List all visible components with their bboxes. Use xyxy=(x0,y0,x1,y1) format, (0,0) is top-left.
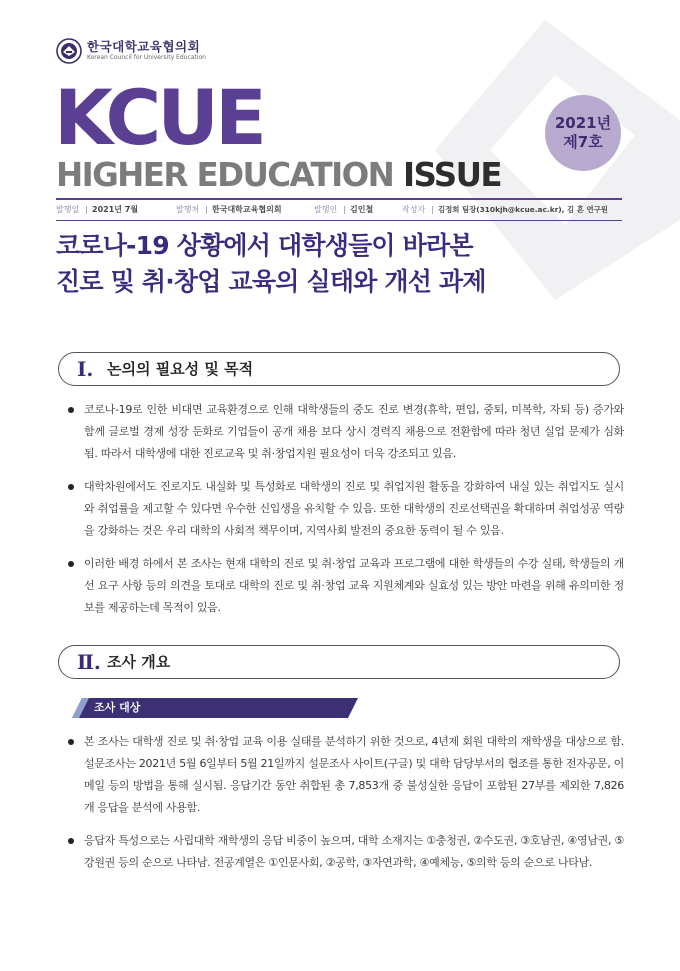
list-item xyxy=(68,399,624,465)
issue-date: 2021년 7월 xyxy=(92,205,139,214)
list-item-text: 본 조사는 대학생 진로 및 취·창업 교육 이용 실태를 분석하기 위한 것으로, 4년제 회원 대학의 재학생을 대상으로 함. 설문조사는 2021년 5월 6일부터 5월 21일까지 설문조사 사이트(구글) 및 대학 담당부서의 협조를 통한 전자공문, 이메일 등의 방법을 통해 실시됨. 응답기간 동안 취합된 총 7,853개 중 불성실한 응답이 포함된 27부를 제외한 7,826개 응답을 분석에 사용함. xyxy=(84,735,624,814)
separator: | xyxy=(431,205,434,214)
main-title-line-1: 코로나-19 상황에서 대학생들이 바라본 xyxy=(56,231,473,260)
issue-badge xyxy=(545,95,621,171)
issue-date-label: 발행일 xyxy=(56,205,80,214)
bullet-dot-icon xyxy=(68,484,74,490)
separator: | xyxy=(85,205,88,214)
section-2-header xyxy=(58,645,620,679)
main-title xyxy=(56,228,486,300)
list-item xyxy=(68,476,624,542)
brand-subtitle-dark: ISSUE xyxy=(402,156,502,194)
kcue-emblem-icon xyxy=(56,38,82,64)
issue-year: 2021년 xyxy=(554,114,612,132)
brand-subtitle-grey: HIGHER EDUCATION xyxy=(56,156,403,194)
bullet-dot-icon xyxy=(68,838,74,844)
issue-number: 제7호 xyxy=(563,133,603,151)
list-item-text: 코로나-19로 인한 비대면 교육환경으로 인해 대학생들의 중도 진로 변경(휴학, 편입, 중퇴, 미복학, 자퇴 등) 증가와 함께 글로벌 경제 성장 둔화로 기업들이 공개 채용 보다 상시 경력직 채용으로 전환함에 따라 청년 실업 문제가 심화됨. 따라서 대학생에 대한 진로교육 및 취·창업지원 필요성이 더욱 강조되고 있음. xyxy=(84,403,624,460)
section-2-bullets xyxy=(68,731,624,885)
brand-title: KCUE xyxy=(54,73,263,162)
logo-english-name: Korean Council for University Education xyxy=(87,54,206,61)
publication-info xyxy=(56,202,622,218)
brand-subtitle xyxy=(56,157,501,193)
separator: | xyxy=(343,205,346,214)
section-1-number: Ⅰ. xyxy=(77,357,94,381)
issuer: 김인철 xyxy=(350,205,374,214)
separator: | xyxy=(205,205,208,214)
list-item-text: 응답자 특성으로는 사립대학 재학생의 응답 비중이 높으며, 대학 소재지는 ①충청권, ②수도권, ③호남권, ④영남권, ⑤강원권 등의 순으로 나타남. 전공계열은 ①인문사회, ②공학, ③자연과학, ④예체능, ⑤의학 등의 순으로 나타남. xyxy=(84,834,624,869)
list-item-text: 대학차원에서도 진로지도 내실화 및 특성화로 대학생의 진로 및 취업지원 활동을 강화하여 내실 있는 취업지도 실시와 취업률을 제고할 수 있다면 우수한 신입생을 유치할 수 있음. 또한 대학생의 진로선택권을 확대하며 취업성공 역량을 강화하는 것은 우리 대학의 사회적 책무이며, 지역사회 발전의 중요한 동력이 될 수 있음. xyxy=(84,480,624,537)
list-item xyxy=(68,830,624,874)
section-2-number: Ⅱ. xyxy=(77,650,101,674)
author-label: 작성자 xyxy=(402,205,426,214)
bullet-dot-icon xyxy=(68,407,74,413)
logo-korean-name: 한국대학교육협의회 xyxy=(87,39,201,54)
subheading-label: 조사 대상 xyxy=(94,701,141,714)
publisher: 한국대학교육협의회 xyxy=(212,205,282,214)
subheading xyxy=(72,698,358,718)
section-1-header xyxy=(58,352,620,386)
publication-rule-top xyxy=(56,198,622,200)
bullet-dot-icon xyxy=(68,561,74,567)
author: 김정희 팀장(310kjh@kcue.ac.kr), 김 흔 연구원 xyxy=(438,205,608,214)
publication-rule-bottom xyxy=(56,220,622,221)
section-1-bullets xyxy=(68,399,624,630)
bullet-dot-icon xyxy=(68,739,74,745)
list-item xyxy=(68,553,624,619)
logo xyxy=(56,38,206,64)
issuer-label: 발행인 xyxy=(314,205,338,214)
list-item-text: 이러한 배경 하에서 본 조사는 현재 대학의 진로 및 취·창업 교육과 프로그램에 대한 학생들의 수강 실태, 학생들의 개선 요구 사항 등의 의견을 토대로 대학의 진로 및 취·창업 교육 지원체계와 실효성 있는 방안 마련을 위해 유의미한 정보를 제공하는데 목적이 있음. xyxy=(84,557,624,614)
list-item xyxy=(68,731,624,819)
publisher-label: 발행처 xyxy=(176,205,200,214)
section-2-title: 조사 개요 xyxy=(107,653,171,671)
main-title-line-2: 진로 및 취·창업 교육의 실태와 개선 과제 xyxy=(56,267,486,296)
section-1-title: 논의의 필요성 및 목적 xyxy=(107,360,254,378)
